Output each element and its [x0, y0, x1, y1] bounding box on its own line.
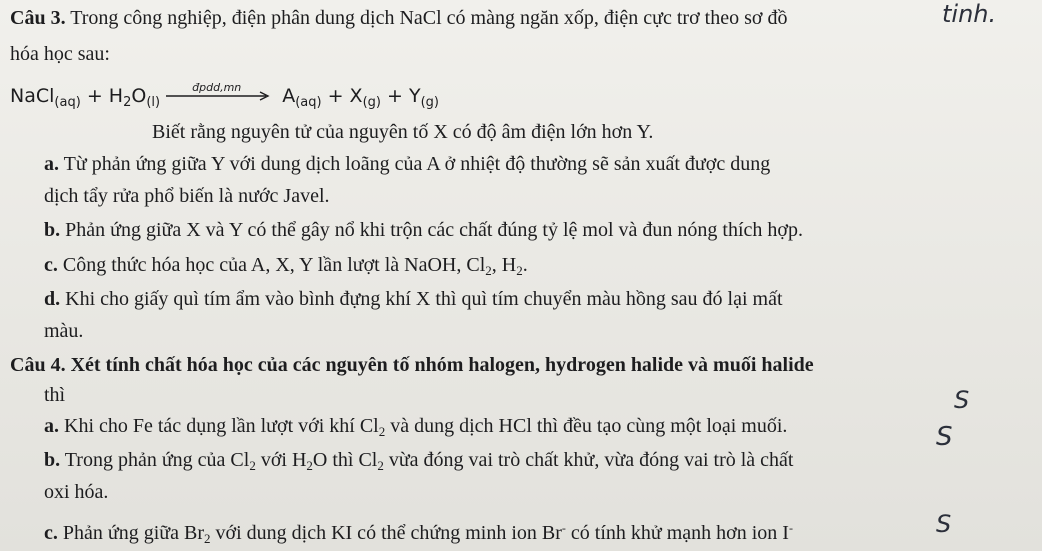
- q3-option-a-label: a.: [44, 153, 59, 175]
- q3-option-d-label: d.: [44, 288, 61, 310]
- q3-option-a-text-1: Từ phản ứng giữa Y với dung dịch loãng của A ở nhiệt độ thường sẽ sản xuất được dung: [59, 153, 771, 175]
- q4-option-b-text-4: vừa đóng vai trò chất khử, vừa đóng vai trò là chất: [383, 449, 794, 471]
- eq-x: + X: [321, 85, 363, 107]
- q4-option-b-sub-2: 2: [306, 458, 313, 473]
- q3-option-d-text-1: Khi cho giấy quì tím ẩm vào bình đựng khí X thì quì tím chuyển màu hồng sau đó lại mất: [60, 288, 783, 310]
- q3-option-a-line-1: [44, 152, 770, 176]
- q4-option-a: [44, 414, 787, 444]
- handwritten-mark-c: S: [936, 510, 952, 538]
- q4-option-c-sup-2: -: [788, 521, 793, 535]
- q3-option-a-line-2: [44, 184, 330, 208]
- q4-option-b-line-2: [44, 480, 108, 504]
- q4-option-c-text-1: Phản ứng giữa Br: [57, 522, 205, 544]
- q4-option-b-sub-1: 2: [249, 458, 256, 473]
- q3-option-c-label: c.: [44, 254, 58, 276]
- q3-option-c: [44, 253, 528, 283]
- q3-option-d-line-2: [44, 319, 83, 343]
- eq-h2o-state: (l): [146, 95, 161, 110]
- q4-option-a-text-1: Khi cho Fe tác dụng lần lượt với khí Cl: [59, 415, 379, 437]
- q3-note: [152, 120, 653, 144]
- q4-option-b-sub-3: 2: [377, 458, 384, 473]
- q3-option-d-text-2: màu.: [44, 320, 84, 342]
- q4-option-c: [44, 516, 793, 551]
- q3-option-c-sub-2: 2: [516, 263, 523, 278]
- arrow-condition-label: đpdd,mn: [192, 80, 242, 94]
- eq-plus-1: +: [80, 85, 109, 107]
- q3-option-c-sub-1: 2: [485, 263, 492, 278]
- q3-option-c-text-2: , H: [491, 254, 517, 276]
- q4-option-c-text-3: có tính khử mạnh hơn ion I: [565, 522, 789, 544]
- eq-a-state: (aq): [295, 95, 322, 110]
- q4-option-c-sup-1: -: [561, 521, 566, 535]
- q4-option-c-sub: 2: [204, 531, 211, 546]
- q3-option-d-line-1: [44, 287, 783, 311]
- q3-option-c-text-3: .: [522, 254, 528, 276]
- eq-a: A: [282, 85, 296, 107]
- q4-option-b-line-1: [44, 448, 793, 478]
- q4-intro-line-1: [10, 353, 814, 377]
- q4-option-c-label: c.: [44, 522, 58, 544]
- handwritten-mark-b: S: [936, 422, 953, 452]
- eq-h2o-sub: 2: [123, 95, 132, 110]
- q3-equation: [10, 80, 439, 115]
- q4-option-b-text-1: Trong phản ứng của Cl: [60, 449, 250, 471]
- q3-option-c-text-1: Công thức hóa học của A, X, Y lần lượt là NaOH, Cl: [57, 254, 486, 276]
- q4-option-b-text-3: O thì Cl: [312, 449, 378, 471]
- q4-intro-2: thì: [44, 384, 66, 406]
- eq-h2o-h: H: [108, 85, 124, 107]
- q4-title: Câu 4.: [10, 354, 66, 376]
- q4-intro-1: Xét tính chất hóa học của các nguyên tố nhóm halogen, hydrogen halide và muối halide: [65, 354, 814, 376]
- q4-option-b-text-2: với H: [255, 449, 307, 471]
- eq-h2o-o: O: [131, 85, 147, 107]
- q4-option-b-text-5: oxi hóa.: [44, 481, 109, 503]
- q4-option-b-label: b.: [44, 449, 61, 471]
- handwritten-note-top: tinh.: [942, 0, 997, 28]
- q3-option-b-text: Phản ứng giữa X và Y có thể gây nổ khi trộn các chất đúng tỷ lệ mol và đun nóng thích hợp.: [60, 219, 803, 241]
- q4-intro-line-2: [44, 383, 65, 407]
- eq-y: + Y: [380, 85, 421, 107]
- q3-intro-1: Trong công nghiệp, điện phân dung dịch NaCl có màng ngăn xốp, điện cực trơ theo sơ đồ: [65, 7, 788, 29]
- eq-y-state: (g): [420, 95, 439, 110]
- eq-x-state: (g): [362, 95, 381, 110]
- q3-note-text: Biết rằng nguyên tử của nguyên tố X có độ âm điện lớn hơn Y.: [152, 121, 654, 143]
- reaction-arrow: [166, 80, 276, 108]
- eq-nacl: NaCl: [10, 85, 55, 107]
- q3-intro-line-1: [10, 6, 787, 30]
- q4-option-a-label: a.: [44, 415, 59, 437]
- q4-option-a-sub: 2: [378, 424, 386, 439]
- q3-option-a-text-2: dịch tẩy rửa phổ biến là nước Javel.: [44, 185, 330, 207]
- q4-option-a-text-2: và dung dịch HCl thì đều tạo cùng một loại muối.: [385, 415, 788, 437]
- q3-option-b: [44, 218, 803, 242]
- q3-title: Câu 3.: [10, 7, 66, 29]
- eq-nacl-state: (aq): [54, 95, 81, 110]
- q3-intro-2: hóa học sau:: [10, 43, 110, 65]
- handwritten-mark-a: S: [954, 386, 970, 414]
- q4-option-c-text-2: với dung dịch KI có thể chứng minh ion Br: [210, 522, 562, 544]
- q3-option-b-label: b.: [44, 219, 61, 241]
- q3-intro-line-2: [10, 42, 110, 66]
- arrow-icon: [166, 90, 274, 102]
